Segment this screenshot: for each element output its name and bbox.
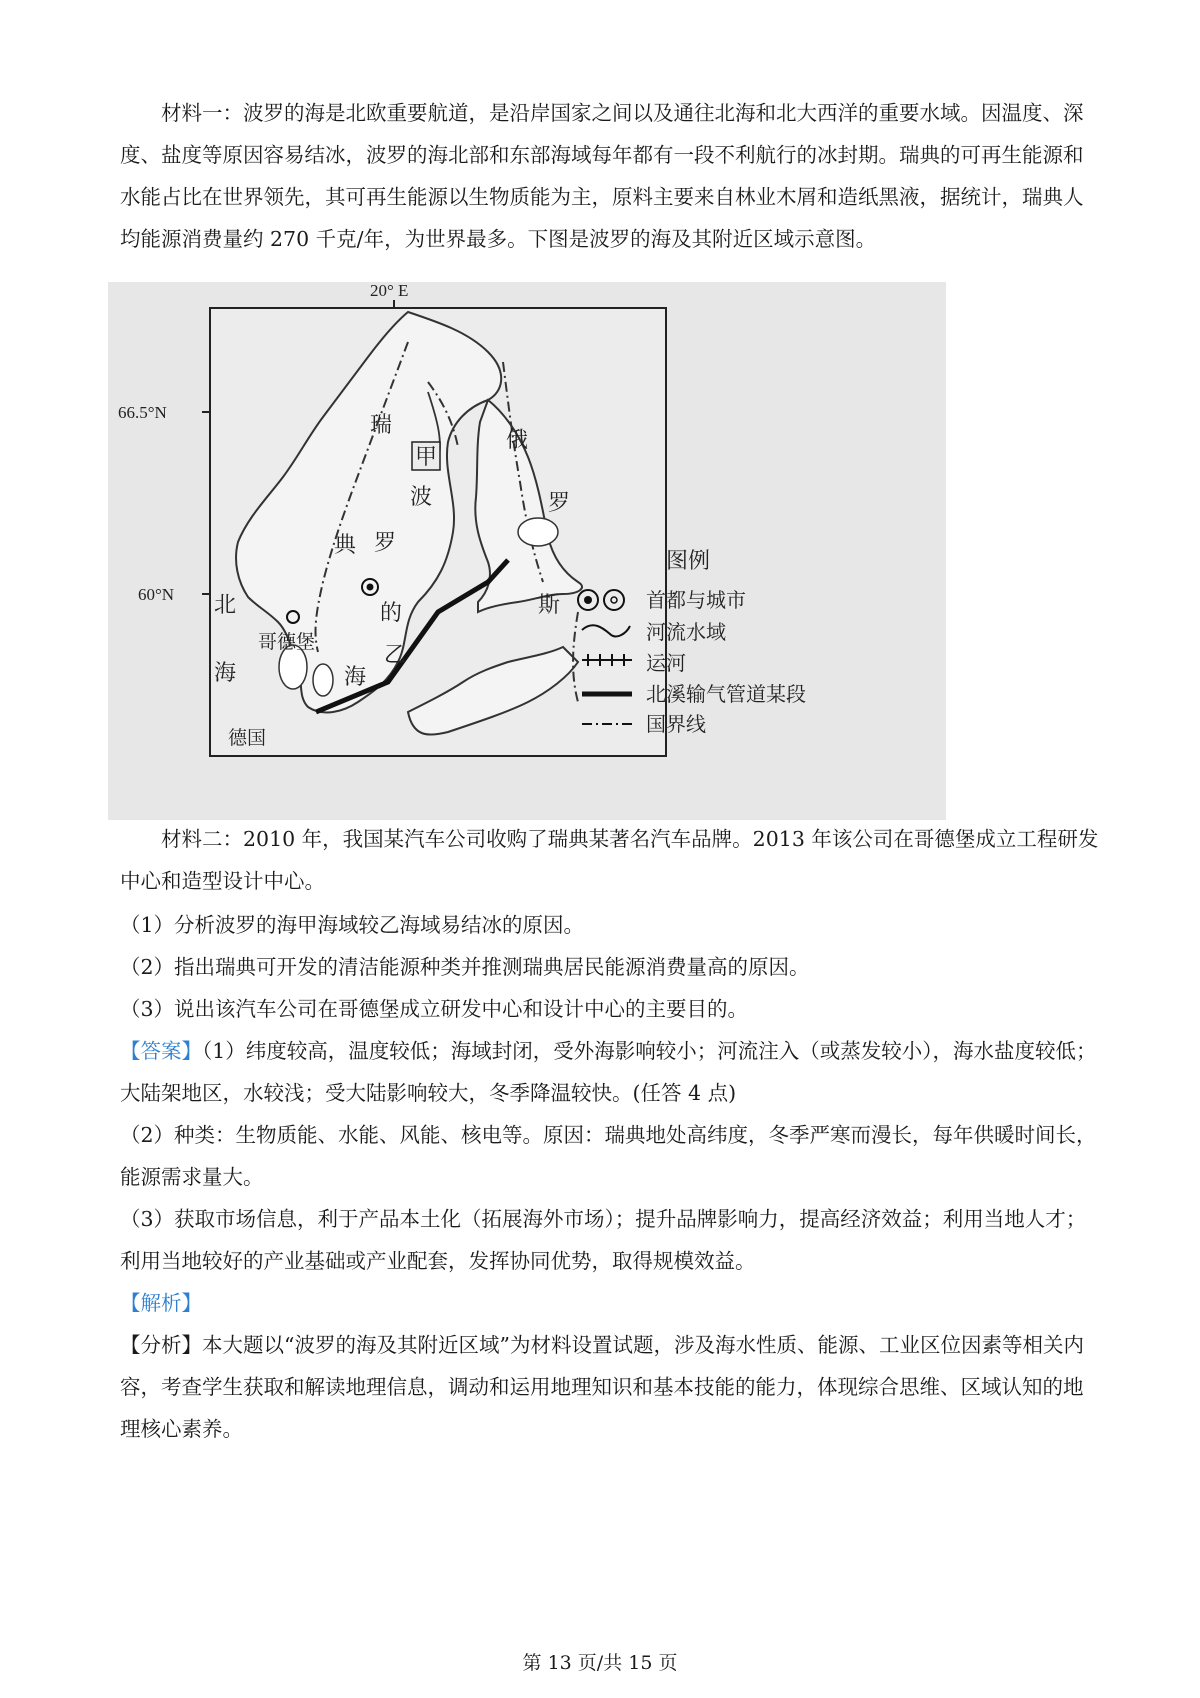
answer-part-2: （2）种类：生物质能、水能、风能、核电等。原因：瑞典地处高纬度，冬季严寒而漫长，每年供暖时间长，能源需求量大。: [120, 1123, 1097, 1189]
label-jia: 甲: [415, 445, 438, 470]
label-north-sea-2: 海: [214, 661, 237, 686]
question-1: （1）分析波罗的海甲海域较乙海域易结冰的原因。: [120, 913, 585, 937]
lat-label-66: 66.5°N: [118, 403, 167, 422]
label-russia-1: 俄: [506, 428, 529, 453]
label-sweden-1: 瑞: [370, 413, 393, 438]
label-russia-3: 斯: [538, 593, 561, 618]
baltic-sea-map: [108, 282, 946, 820]
page-footer: 第 13 页/共 15 页: [522, 1652, 678, 1674]
label-russia-2: 罗: [548, 491, 571, 516]
label-baltic-3: 的: [380, 601, 403, 626]
legend-item-river: 河流水域: [646, 620, 726, 644]
label-baltic-2: 罗: [374, 531, 397, 556]
label-north-sea-1: 北: [214, 593, 237, 618]
legend-item-border: 国界线: [646, 712, 706, 736]
answer-part-1-text: （1）纬度较高，温度较低；海域封闭，受外海影响较小；河流注入（或蒸发较小），海水盐度较低；大陆架地区，水较浅；受大陆影响较大，冬季降温较快。(任答 4 点): [120, 1039, 1097, 1105]
material-two-paragraph: 材料二：2010 年，我国某汽车公司收购了瑞典某著名汽车品牌。2013 年该公司在哥德堡成立工程研发中心和造型设计中心。: [120, 827, 1099, 893]
answer-part-1: [120, 1030, 1100, 1114]
legend-item-pipeline: 北溪输气管道某段: [646, 682, 806, 706]
lon-label: 20° E: [370, 282, 409, 300]
label-baltic-4: 海: [344, 665, 367, 690]
question-3: （3）说出该汽车公司在哥德堡成立研发中心和设计中心的主要目的。: [120, 997, 749, 1021]
legend-title: 图例: [666, 549, 711, 574]
lake-1: [518, 518, 558, 546]
question-2: （2）指出瑞典可开发的清洁能源种类并推测瑞典居民能源消费量高的原因。: [120, 955, 810, 979]
analysis-paragraph: [120, 1324, 1100, 1450]
analysis-sub-label: 【分析】: [120, 1333, 202, 1357]
answer-part-3: （3）获取市场信息，利于产品本土化（拓展海外市场）；提升品牌影响力，提高经济效益；利用当地人才；利用当地较好的产业基础或产业配套，发挥协同优势，取得规模效益。: [120, 1207, 1087, 1273]
lake-3: [313, 664, 333, 696]
label-sweden-2: 典: [334, 533, 357, 558]
lat-label-60: 60°N: [138, 585, 175, 604]
label-gothenburg: 哥德堡: [258, 631, 316, 653]
legend-item-city: 首都与城市: [646, 588, 746, 612]
analysis-text: 本大题以“波罗的海及其附近区域”为材料设置试题，涉及海水性质、能源、工业区位因素等相关内容，考查学生获取和解读地理信息，调动和运用地理知识和基本技能的能力，体现综合思维、区域认知的地理核心素养。: [120, 1333, 1084, 1441]
label-germany: 德国: [228, 727, 267, 749]
analysis-heading: [120, 1282, 1100, 1324]
answer-label: 【答案】: [120, 1039, 202, 1063]
material-one-paragraph: 材料一：波罗的海是北欧重要航道，是沿岸国家之间以及通往北海和北大西洋的重要水域。因温度、深度、盐度等原因容易结冰，波罗的海北部和东部海域每年都有一段不利航行的冰封期。瑞典的可再生能源和水能占比在世界领先，其可再生能源以生物质能为主，原料主要来自林业木屑和造纸黑液，据统计，瑞典人均能源消费量约 270 千克/年，为世界最多。下图是波罗的海及其附近区域示意图。: [120, 101, 1084, 251]
label-baltic-1: 波: [410, 485, 433, 510]
legend-item-canal: 运河: [646, 651, 686, 675]
label-yi: 乙: [384, 643, 407, 668]
analysis-label: 【解析】: [120, 1291, 202, 1315]
